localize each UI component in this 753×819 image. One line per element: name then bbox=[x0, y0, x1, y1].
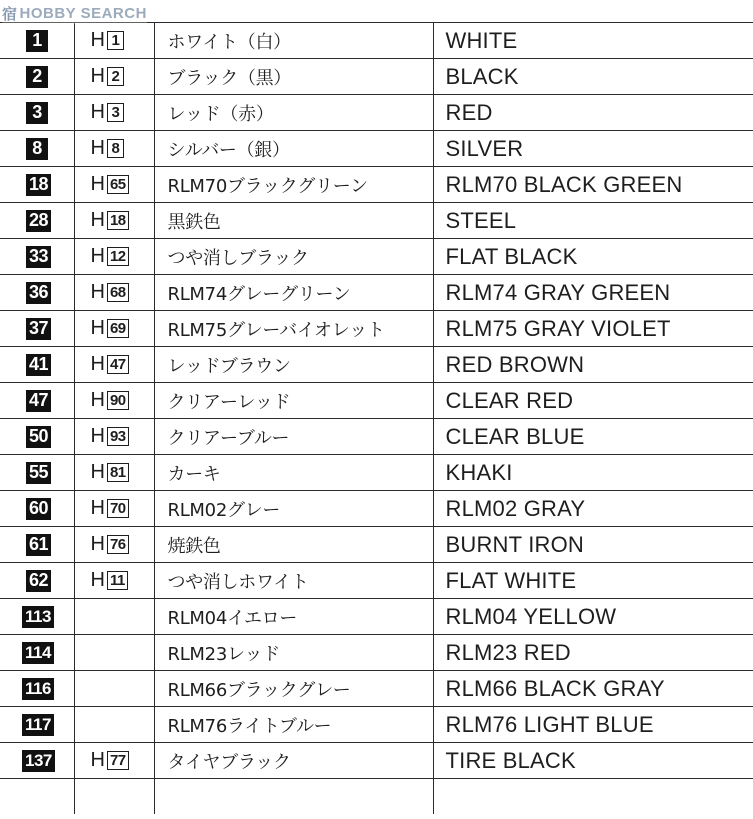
h-code-prefix: H bbox=[90, 389, 105, 411]
h-code-cell bbox=[74, 167, 154, 203]
paint-number-badge: 60 bbox=[26, 498, 51, 520]
japanese-color-name: RLM66ブラックグレー bbox=[154, 671, 433, 707]
h-code-prefix: H bbox=[90, 101, 105, 123]
paint-number-cell bbox=[0, 23, 74, 59]
h-code-number-box: 3 bbox=[107, 103, 124, 122]
japanese-color-name: RLM70ブラックグリーン bbox=[154, 167, 433, 203]
h-code-prefix: H bbox=[90, 173, 105, 195]
japanese-color-name: RLM76ライトブルー bbox=[154, 707, 433, 743]
paint-row bbox=[0, 671, 753, 707]
paint-row bbox=[0, 347, 753, 383]
english-color-name: RLM02 GRAY bbox=[433, 491, 753, 527]
h-code bbox=[91, 281, 129, 304]
japanese-color-name: RLM75グレーバイオレット bbox=[154, 311, 433, 347]
paint-number-badge: 8 bbox=[26, 138, 48, 160]
h-code-cell bbox=[74, 563, 154, 599]
english-color-name: SILVER bbox=[433, 131, 753, 167]
japanese-color-name: RLM74グレーグリーン bbox=[154, 275, 433, 311]
paint-number-cell bbox=[0, 527, 74, 563]
english-color-name: KHAKI bbox=[433, 455, 753, 491]
h-code-number-box: 77 bbox=[107, 751, 129, 770]
japanese-color-name: レッドブラウン bbox=[154, 347, 433, 383]
paint-number-cell bbox=[0, 167, 74, 203]
english-color-name: RLM66 BLACK GRAY bbox=[433, 671, 753, 707]
english-color-name: RLM74 GRAY GREEN bbox=[433, 275, 753, 311]
h-code bbox=[91, 533, 129, 556]
paint-number-cell bbox=[0, 779, 74, 815]
paint-number-badge: 137 bbox=[22, 750, 55, 772]
paint-row bbox=[0, 95, 753, 131]
japanese-color-name: 黒鉄色 bbox=[154, 203, 433, 239]
paint-number-badge: 114 bbox=[22, 642, 54, 664]
japanese-color-name: ブラック（黒） bbox=[154, 59, 433, 95]
h-code-cell bbox=[74, 59, 154, 95]
h-code-number-box: 1 bbox=[107, 31, 124, 50]
paint-row bbox=[0, 707, 753, 743]
japanese-color-name: クリアーブルー bbox=[154, 419, 433, 455]
h-code-prefix: H bbox=[90, 497, 105, 519]
h-code-cell bbox=[74, 527, 154, 563]
paint-number-cell bbox=[0, 455, 74, 491]
paint-color-table-body bbox=[0, 23, 753, 815]
h-code-number-box: 81 bbox=[107, 463, 129, 482]
h-code-number-box: 11 bbox=[107, 571, 128, 590]
english-color-name: BLACK bbox=[433, 59, 753, 95]
paint-number-cell bbox=[0, 671, 74, 707]
paint-color-table bbox=[0, 22, 753, 814]
paint-row bbox=[0, 311, 753, 347]
h-code bbox=[91, 209, 129, 232]
paint-number-cell bbox=[0, 347, 74, 383]
japanese-color-name bbox=[154, 779, 433, 815]
paint-row bbox=[0, 455, 753, 491]
h-code-prefix: H bbox=[90, 245, 105, 267]
h-code-number-box: 8 bbox=[107, 139, 124, 158]
h-code-cell bbox=[74, 95, 154, 131]
paint-row bbox=[0, 167, 753, 203]
english-color-name: CLEAR RED bbox=[433, 383, 753, 419]
paint-number-cell bbox=[0, 563, 74, 599]
h-code-cell bbox=[74, 383, 154, 419]
hobby-search-watermark bbox=[2, 2, 147, 24]
japanese-color-name: カーキ bbox=[154, 455, 433, 491]
watermark-brand-cn: 宿 bbox=[2, 5, 18, 23]
english-color-name: RLM70 BLACK GREEN bbox=[433, 167, 753, 203]
h-code bbox=[91, 317, 129, 340]
paint-number-badge: 41 bbox=[26, 354, 51, 376]
japanese-color-name: RLM04イエロー bbox=[154, 599, 433, 635]
watermark-brand: HOBBY SEARCH bbox=[19, 4, 147, 22]
h-code bbox=[91, 389, 129, 412]
paint-number-cell bbox=[0, 491, 74, 527]
h-code-prefix: H bbox=[90, 209, 105, 231]
paint-number-cell bbox=[0, 59, 74, 95]
h-code-cell bbox=[74, 779, 154, 815]
h-code-cell bbox=[74, 491, 154, 527]
h-code bbox=[91, 425, 129, 448]
h-code bbox=[91, 101, 124, 124]
english-color-name: TIRE BLACK bbox=[433, 743, 753, 779]
english-color-name: FLAT WHITE bbox=[433, 563, 753, 599]
h-code-number-box: 93 bbox=[107, 427, 129, 446]
h-code bbox=[91, 569, 128, 592]
english-color-name bbox=[433, 779, 753, 815]
h-code-number-box: 18 bbox=[107, 211, 129, 230]
h-code-cell bbox=[74, 347, 154, 383]
japanese-color-name: つや消しブラック bbox=[154, 239, 433, 275]
paint-number-badge: 2 bbox=[26, 66, 48, 88]
h-code bbox=[91, 461, 129, 484]
h-code-cell bbox=[74, 455, 154, 491]
japanese-color-name: タイヤブラック bbox=[154, 743, 433, 779]
paint-row bbox=[0, 239, 753, 275]
japanese-color-name: シルバー（銀） bbox=[154, 131, 433, 167]
paint-row bbox=[0, 383, 753, 419]
h-code-prefix: H bbox=[90, 425, 105, 447]
paint-row bbox=[0, 23, 753, 59]
paint-row bbox=[0, 743, 753, 779]
h-code bbox=[91, 353, 129, 376]
h-code-number-box: 47 bbox=[107, 355, 129, 374]
paint-number-badge: 61 bbox=[26, 534, 51, 556]
paint-number-cell bbox=[0, 419, 74, 455]
h-code-prefix: H bbox=[90, 533, 105, 555]
paint-number-cell bbox=[0, 635, 74, 671]
paint-row bbox=[0, 275, 753, 311]
paint-number-cell bbox=[0, 599, 74, 635]
paint-number-badge: 28 bbox=[26, 210, 51, 232]
h-code-cell bbox=[74, 635, 154, 671]
paint-number-badge: 117 bbox=[22, 714, 54, 736]
paint-number-cell bbox=[0, 311, 74, 347]
paint-row bbox=[0, 59, 753, 95]
h-code-prefix: H bbox=[90, 281, 105, 303]
h-code-prefix: H bbox=[90, 317, 105, 339]
paint-row bbox=[0, 635, 753, 671]
paint-number-badge: 113 bbox=[22, 606, 54, 628]
japanese-color-name: RLM23レッド bbox=[154, 635, 433, 671]
paint-number-cell bbox=[0, 743, 74, 779]
paint-number-badge: 1 bbox=[26, 30, 48, 52]
h-code-prefix: H bbox=[90, 353, 105, 375]
paint-number-cell bbox=[0, 707, 74, 743]
paint-number-cell bbox=[0, 383, 74, 419]
h-code-number-box: 90 bbox=[107, 391, 129, 410]
english-color-name: WHITE bbox=[433, 23, 753, 59]
h-code-cell bbox=[74, 23, 154, 59]
english-color-name: RLM23 RED bbox=[433, 635, 753, 671]
english-color-name: CLEAR BLUE bbox=[433, 419, 753, 455]
h-code-cell bbox=[74, 311, 154, 347]
paint-number-badge: 36 bbox=[26, 282, 51, 304]
paint-row bbox=[0, 527, 753, 563]
english-color-name: RED bbox=[433, 95, 753, 131]
english-color-name: STEEL bbox=[433, 203, 753, 239]
paint-number-cell bbox=[0, 203, 74, 239]
japanese-color-name: つや消しホワイト bbox=[154, 563, 433, 599]
h-code-prefix: H bbox=[90, 461, 105, 483]
paint-row bbox=[0, 131, 753, 167]
h-code-cell bbox=[74, 239, 154, 275]
h-code-prefix: H bbox=[90, 569, 105, 591]
h-code-number-box: 12 bbox=[107, 247, 129, 266]
paint-number-badge: 62 bbox=[26, 570, 51, 592]
english-color-name: RLM76 LIGHT BLUE bbox=[433, 707, 753, 743]
paint-row bbox=[0, 599, 753, 635]
japanese-color-name: 焼鉄色 bbox=[154, 527, 433, 563]
h-code-cell bbox=[74, 131, 154, 167]
japanese-color-name: RLM02グレー bbox=[154, 491, 433, 527]
h-code bbox=[91, 137, 124, 160]
h-code-prefix: H bbox=[90, 29, 105, 51]
english-color-name: BURNT IRON bbox=[433, 527, 753, 563]
paint-number-cell bbox=[0, 239, 74, 275]
paint-number-badge: 50 bbox=[26, 426, 51, 448]
english-color-name: FLAT BLACK bbox=[433, 239, 753, 275]
english-color-name: RLM75 GRAY VIOLET bbox=[433, 311, 753, 347]
paint-number-badge: 33 bbox=[26, 246, 51, 268]
h-code-cell bbox=[74, 599, 154, 635]
japanese-color-name: レッド（赤） bbox=[154, 95, 433, 131]
h-code-cell bbox=[74, 419, 154, 455]
h-code-prefix: H bbox=[90, 749, 105, 771]
h-code-number-box: 65 bbox=[107, 175, 129, 194]
h-code-cell bbox=[74, 671, 154, 707]
h-code-number-box: 2 bbox=[107, 67, 124, 86]
h-code-number-box: 69 bbox=[107, 319, 129, 338]
japanese-color-name: ホワイト（白） bbox=[154, 23, 433, 59]
paint-number-cell bbox=[0, 275, 74, 311]
h-code-number-box: 68 bbox=[107, 283, 129, 302]
english-color-name: RED BROWN bbox=[433, 347, 753, 383]
paint-number-cell bbox=[0, 131, 74, 167]
h-code bbox=[91, 29, 124, 52]
h-code-cell bbox=[74, 707, 154, 743]
paint-row bbox=[0, 203, 753, 239]
paint-number-badge: 116 bbox=[22, 678, 54, 700]
paint-row bbox=[0, 779, 753, 815]
h-code-prefix: H bbox=[90, 137, 105, 159]
paint-number-cell bbox=[0, 95, 74, 131]
h-code bbox=[91, 749, 129, 772]
paint-number-badge: 47 bbox=[26, 390, 51, 412]
h-code bbox=[91, 173, 129, 196]
h-code-number-box: 76 bbox=[107, 535, 129, 554]
paint-number-badge: 18 bbox=[26, 174, 51, 196]
h-code bbox=[91, 65, 124, 88]
h-code-cell bbox=[74, 203, 154, 239]
h-code-prefix: H bbox=[90, 65, 105, 87]
paint-row bbox=[0, 419, 753, 455]
english-color-name: RLM04 YELLOW bbox=[433, 599, 753, 635]
paint-number-badge: 55 bbox=[26, 462, 51, 484]
paint-row bbox=[0, 563, 753, 599]
h-code bbox=[91, 497, 129, 520]
paint-number-badge: 37 bbox=[26, 318, 51, 340]
h-code-cell bbox=[74, 275, 154, 311]
h-code-number-box: 70 bbox=[107, 499, 129, 518]
japanese-color-name: クリアーレッド bbox=[154, 383, 433, 419]
paint-number-badge: 3 bbox=[26, 102, 48, 124]
paint-row bbox=[0, 491, 753, 527]
h-code-cell bbox=[74, 743, 154, 779]
h-code bbox=[91, 245, 129, 268]
